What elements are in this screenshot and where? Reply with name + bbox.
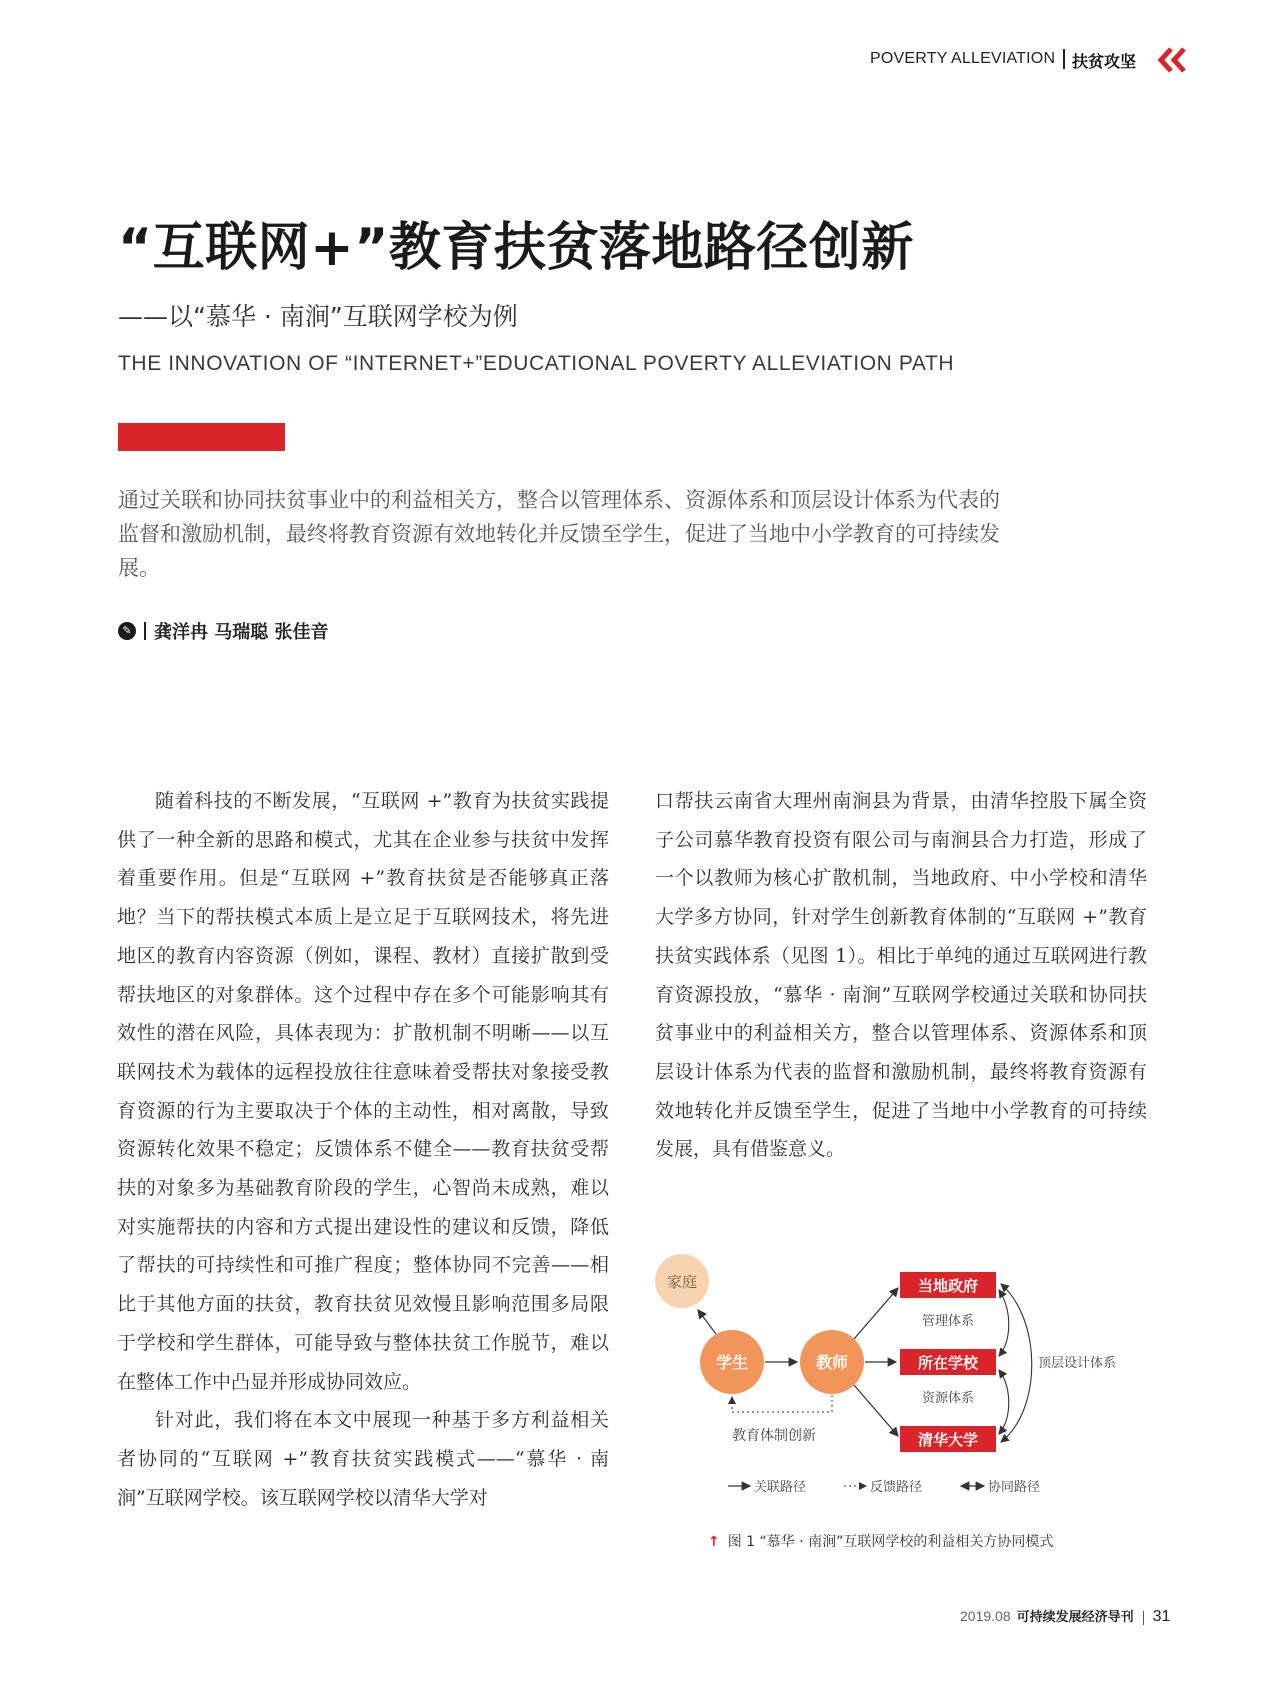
article-title-en: THE INNOVATION OF “INTERNET+”EDUCATIONAL POVERTY ALLEVIATION PATH xyxy=(118,352,955,375)
label-top-design: 顶层设计体系 xyxy=(1038,1356,1117,1371)
section-label-cn: 扶贫攻坚 xyxy=(1072,52,1137,71)
label-innovation: 教育体制创新 xyxy=(732,1428,816,1444)
stakeholder-diagram xyxy=(650,1250,1170,1520)
section-label-en: POVERTY ALLEVIATION xyxy=(870,50,1056,67)
feedback-path xyxy=(732,1395,832,1412)
footer-divider xyxy=(1143,1611,1144,1625)
article-title: “互联网+”教育扶贫落地路径创新 xyxy=(118,218,914,278)
figure-stakeholder-model xyxy=(650,1250,1170,1520)
magazine-name: 可持续发展经济导刊 xyxy=(1016,1610,1134,1625)
arrow-up-icon: ↑ xyxy=(708,1534,720,1550)
double-chevron-left-icon xyxy=(1156,46,1188,74)
collab-arc-outer xyxy=(1001,1284,1032,1442)
author-divider xyxy=(144,622,146,640)
node-family-label: 家庭 xyxy=(666,1273,698,1291)
arrow-teacher-gov xyxy=(854,1288,898,1339)
label-resource: 资源体系 xyxy=(921,1391,975,1406)
author-names: 龚洋冉 马瑞聪 张佳音 xyxy=(154,622,329,643)
node-tsinghua-label: 清华大学 xyxy=(917,1431,979,1449)
node-gov-label: 当地政府 xyxy=(917,1277,979,1295)
collab-arc-school-tsinghua xyxy=(999,1370,1009,1434)
header-divider xyxy=(1063,49,1065,69)
article-subtitle: ——以“慕华 · 南涧”互联网学校为例 xyxy=(118,302,518,331)
node-teacher-label: 教师 xyxy=(815,1353,849,1372)
page-header xyxy=(800,46,1188,74)
arrow-student-family xyxy=(698,1310,716,1334)
label-management: 管理体系 xyxy=(921,1314,975,1329)
body-column-right xyxy=(655,782,1147,1169)
article-abstract: 通过关联和协同扶贫事业中的利益相关方，整合以管理体系、资源体系和顶层设计体系为代表的监督和激励机制，最终将教育资源有效地转化并反馈至学生，促进了当地中小学教育的可持续发展。 xyxy=(118,488,1000,580)
node-student-label: 学生 xyxy=(715,1353,749,1372)
collab-arc-gov-school xyxy=(999,1290,1009,1356)
accent-bar xyxy=(118,423,285,451)
legend-collab-label: 协同路径 xyxy=(988,1480,1041,1495)
issue-date: 2019.08 xyxy=(960,1608,1011,1624)
figure-caption-text: 图 1 “慕华 · 南涧”互联网学校的利益相关方协同模式 xyxy=(727,1534,1054,1550)
legend-feedback-label: 反馈路径 xyxy=(870,1480,923,1495)
page-footer xyxy=(960,1606,1170,1628)
paragraph: 随着科技的不断发展，“互联网 +”教育为扶贫实践提供了一种全新的思路和模式，尤其在企业参与扶贫中发挥着重要作用。但是“互联网 +”教育扶贫是否能够真正落地？当下的帮扶模式本质上是立足于互联网技术，将先进地区的教育内容资源（例如，课程、教材）直接扩散到受帮扶地区的对象群体。这个过程中存在多个可能影响其有效性的潜在风险，具体表现为：扩散机制不明晰——以互联网技术为载体的远程投放往往意味着受帮扶对象接受教育资源的行为主要取决于个体的主动性，相对离散，导致资源转化效果不稳定；反馈体系不健全——教育扶贫受帮扶的对象多为基础教育阶段的学生，心智尚未成熟，难以对实施帮扶的内容和方式提出建设性的建议和反馈，降低了帮扶的可持续性和可推广程度；整体协同不完善——相比于其他方面的扶贫，教育扶贫见效慢且影响范围多局限于学校和学生群体，可能导致与整体扶贫工作脱节，难以在整体工作中凸显并形成协同效应。 xyxy=(117,790,609,1393)
pen-icon: ✎ xyxy=(118,622,136,640)
arrow-teacher-tsinghua xyxy=(854,1385,898,1436)
node-school-label: 所在学校 xyxy=(917,1354,979,1372)
figure-caption xyxy=(708,1531,1053,1551)
page-number: 31 xyxy=(1152,1608,1171,1625)
legend-link-label: 关联路径 xyxy=(754,1480,807,1495)
paragraph: 针对此，我们将在本文中展现一种基于多方利益相关者协同的“互联网 +”教育扶贫实践模式——“慕华 · 南涧”互联网学校。该互联网学校以清华大学对 xyxy=(117,1409,609,1509)
paragraph: 口帮扶云南省大理州南涧县为背景，由清华控股下属全资子公司慕华教育投资有限公司与南涧县合力打造，形成了一个以教师为核心扩散机制，当地政府、中小学校和清华大学多方协同，针对学生创新教育体制的“互联网 +”教育扶贫实践体系（见图 1）。相比于单纯的通过互联网进行教育资源投放，“慕华 · 南涧”互联网学校通过关联和协同扶贫事业中的利益相关方，整合以管理体系、资源体系和顶层设计体系为代表的监督和激励机制，最终将教育资源有效地转化并反馈至学生，促进了当地中小学教育的可持续发展，具有借鉴意义。 xyxy=(655,790,1147,1161)
author-line xyxy=(118,618,329,644)
body-column-left xyxy=(117,782,609,1517)
